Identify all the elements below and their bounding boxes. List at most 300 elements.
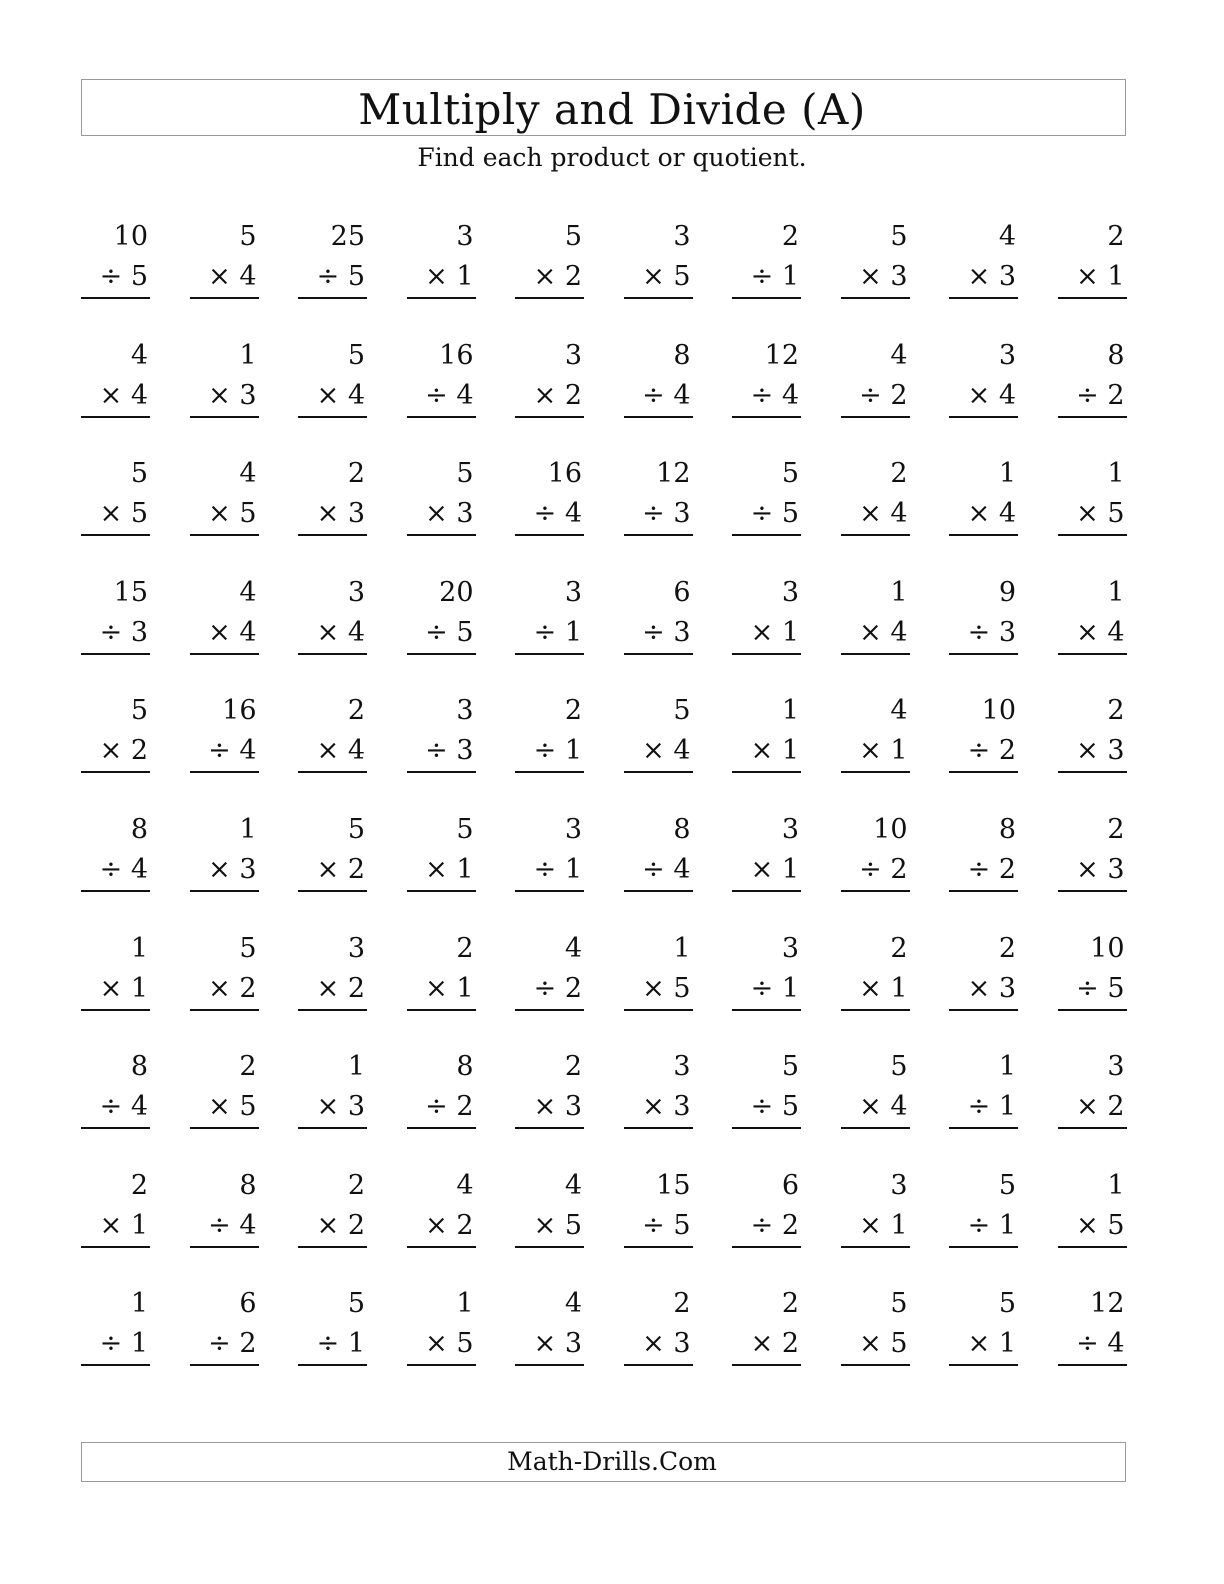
- worksheet-instructions: Find each product or quotient.: [417, 143, 807, 172]
- problem-top-number: 1: [1107, 458, 1125, 490]
- answer-line: [298, 1246, 367, 1248]
- problem-operator-number: × 1: [859, 735, 908, 767]
- answer-line: [81, 1364, 150, 1366]
- problem: [732, 217, 801, 302]
- problem: [81, 1047, 150, 1132]
- problem: [624, 1047, 693, 1132]
- problem-operator-number: ÷ 2: [859, 854, 908, 885]
- problem-operator-number: × 4: [99, 379, 148, 411]
- problem-operator-number: ÷ 4: [208, 735, 257, 767]
- problem-top-number: 1: [239, 814, 257, 845]
- answer-line: [949, 416, 1018, 418]
- problem-top-number: 3: [347, 932, 365, 964]
- answer-line: [732, 297, 801, 299]
- problem-operator-number: ÷ 1: [316, 1328, 365, 1360]
- answer-line: [732, 771, 801, 773]
- problem-operator-number: × 4: [642, 735, 691, 767]
- problem-top-number: 5: [673, 695, 691, 727]
- problem-top-number: 2: [564, 1051, 582, 1083]
- answer-line: [1058, 1009, 1127, 1011]
- problem-top-number: 4: [564, 1169, 582, 1201]
- problem: [190, 454, 259, 539]
- answer-line: [81, 1127, 150, 1129]
- problem-operator-number: ÷ 5: [750, 498, 799, 530]
- answer-line: [515, 1127, 584, 1129]
- problem-top-number: 8: [673, 814, 691, 845]
- answer-line: [515, 1364, 584, 1366]
- problem-operator-number: ÷ 2: [967, 735, 1016, 767]
- problem-operator-number: ÷ 2: [967, 854, 1016, 885]
- problem: [190, 1284, 259, 1369]
- answer-line: [407, 890, 476, 892]
- problem-top-number: 8: [673, 339, 691, 371]
- answer-line: [949, 1246, 1018, 1248]
- problem-operator-number: × 2: [533, 261, 582, 292]
- problem-operator-number: × 1: [967, 1328, 1016, 1360]
- problem-top-number: 1: [130, 932, 148, 964]
- answer-line: [841, 416, 910, 418]
- problem: [81, 810, 150, 895]
- problem-top-number: 15: [113, 576, 148, 608]
- answer-line: [841, 1127, 910, 1129]
- answer-line: [949, 1127, 1018, 1129]
- problem-top-number: 2: [1107, 695, 1125, 727]
- problem-operator-number: ÷ 2: [533, 972, 582, 1004]
- problem-operator-number: × 4: [967, 379, 1016, 411]
- answer-line: [81, 653, 150, 655]
- problem-top-number: 1: [781, 695, 799, 727]
- answer-line: [1058, 890, 1127, 892]
- answer-line: [515, 1246, 584, 1248]
- problem-operator-number: × 5: [99, 498, 148, 530]
- problem-operator-number: × 1: [425, 972, 474, 1004]
- problem-top-number: 5: [564, 221, 582, 252]
- problem-top-number: 10: [981, 695, 1016, 727]
- answer-line: [732, 1364, 801, 1366]
- problem-top-number: 3: [456, 221, 474, 252]
- problem-operator-number: × 2: [1076, 1091, 1125, 1123]
- problem: [732, 1166, 801, 1251]
- problem: [515, 691, 584, 776]
- problem: [407, 691, 476, 776]
- problem-operator-number: ÷ 3: [642, 616, 691, 648]
- answer-line: [298, 771, 367, 773]
- problem: [407, 573, 476, 658]
- problem-top-number: 2: [456, 932, 474, 964]
- problem: [624, 454, 693, 539]
- problem-top-number: 8: [456, 1051, 474, 1083]
- problem-top-number: 3: [456, 695, 474, 727]
- problem: [190, 1047, 259, 1132]
- problem-top-number: 6: [673, 576, 691, 608]
- problem-top-number: 1: [347, 1051, 365, 1083]
- problem-top-number: 5: [998, 1169, 1016, 1201]
- problem: [1058, 217, 1127, 302]
- problem: [81, 929, 150, 1014]
- problem-operator-number: × 2: [316, 854, 365, 885]
- problem: [1058, 454, 1127, 539]
- problem-top-number: 4: [564, 932, 582, 964]
- problem-top-number: 5: [347, 1288, 365, 1320]
- answer-line: [190, 653, 259, 655]
- problem-operator-number: × 3: [642, 1091, 691, 1123]
- problem-top-number: 3: [564, 814, 582, 845]
- problem-operator-number: ÷ 2: [859, 379, 908, 411]
- answer-line: [298, 653, 367, 655]
- problem-operator-number: ÷ 1: [533, 735, 582, 767]
- problem: [81, 454, 150, 539]
- problem-top-number: 12: [1090, 1288, 1125, 1320]
- problem-operator-number: × 4: [1076, 616, 1125, 648]
- problem-operator-number: ÷ 1: [533, 616, 582, 648]
- problem-operator-number: × 3: [1076, 854, 1125, 885]
- answer-line: [407, 416, 476, 418]
- problem-operator-number: × 2: [208, 972, 257, 1004]
- problem: [624, 691, 693, 776]
- problem: [1058, 929, 1127, 1014]
- problem: [841, 929, 910, 1014]
- problem-operator-number: ÷ 1: [750, 972, 799, 1004]
- answer-line: [298, 890, 367, 892]
- problem-operator-number: ÷ 1: [967, 1209, 1016, 1241]
- problem: [841, 1284, 910, 1369]
- problem: [949, 336, 1018, 421]
- problem: [515, 573, 584, 658]
- answer-line: [515, 297, 584, 299]
- problem-operator-number: ÷ 2: [425, 1091, 474, 1123]
- problem-top-number: 12: [764, 339, 799, 371]
- problem: [81, 573, 150, 658]
- problem-top-number: 3: [347, 576, 365, 608]
- answer-line: [949, 534, 1018, 536]
- answer-line: [1058, 1364, 1127, 1366]
- problem-operator-number: × 5: [425, 1328, 474, 1360]
- problem-top-number: 10: [113, 221, 148, 252]
- problem-operator-number: ÷ 4: [425, 379, 474, 411]
- problem-top-number: 3: [781, 576, 799, 608]
- problem: [949, 810, 1018, 895]
- problem: [1058, 691, 1127, 776]
- problem-top-number: 1: [1107, 576, 1125, 608]
- problem-operator-number: ÷ 5: [1076, 972, 1125, 1004]
- answer-line: [190, 534, 259, 536]
- problem: [949, 1047, 1018, 1132]
- problem-operator-number: ÷ 1: [967, 1091, 1016, 1123]
- problem: [1058, 1284, 1127, 1369]
- problem-top-number: 3: [781, 814, 799, 845]
- problem-operator-number: ÷ 4: [1076, 1328, 1125, 1360]
- problem: [949, 217, 1018, 302]
- problem-operator-number: × 2: [425, 1209, 474, 1241]
- answer-line: [407, 771, 476, 773]
- problem: [841, 1166, 910, 1251]
- problem-top-number: 3: [781, 932, 799, 964]
- answer-line: [407, 297, 476, 299]
- problem-top-number: 5: [130, 695, 148, 727]
- problem: [407, 1166, 476, 1251]
- problem: [190, 691, 259, 776]
- problem-operator-number: ÷ 2: [208, 1328, 257, 1360]
- problem-top-number: 1: [998, 1051, 1016, 1083]
- problem-operator-number: ÷ 1: [750, 261, 799, 292]
- problem: [407, 454, 476, 539]
- problem-operator-number: × 1: [99, 1209, 148, 1241]
- problem-top-number: 1: [130, 1288, 148, 1320]
- answer-line: [298, 297, 367, 299]
- problem: [407, 336, 476, 421]
- problem: [949, 454, 1018, 539]
- answer-line: [949, 890, 1018, 892]
- problem: [407, 1047, 476, 1132]
- problem-operator-number: ÷ 2: [750, 1209, 799, 1241]
- answer-line: [949, 771, 1018, 773]
- answer-line: [841, 653, 910, 655]
- problem: [732, 929, 801, 1014]
- problem-operator-number: × 1: [750, 854, 799, 885]
- problem-top-number: 8: [239, 1169, 257, 1201]
- problem: [515, 1284, 584, 1369]
- answer-line: [841, 1246, 910, 1248]
- problem-operator-number: × 5: [208, 1091, 257, 1123]
- problem-top-number: 10: [873, 814, 908, 845]
- problem-operator-number: × 3: [533, 1328, 582, 1360]
- answer-line: [81, 1009, 150, 1011]
- answer-line: [841, 1364, 910, 1366]
- problem: [81, 336, 150, 421]
- problem: [298, 1166, 367, 1251]
- worksheet-title: Multiply and Divide (A): [358, 85, 866, 134]
- problem: [841, 573, 910, 658]
- problem-operator-number: × 4: [859, 498, 908, 530]
- problem-top-number: 4: [890, 339, 908, 371]
- problem-top-number: 5: [347, 814, 365, 845]
- answer-line: [624, 297, 693, 299]
- answer-line: [515, 1009, 584, 1011]
- problem: [515, 454, 584, 539]
- problem-top-number: 4: [890, 695, 908, 727]
- answer-line: [841, 890, 910, 892]
- problem-operator-number: ÷ 4: [208, 1209, 257, 1241]
- problem-top-number: 5: [456, 458, 474, 490]
- problem-operator-number: × 4: [316, 379, 365, 411]
- problem: [841, 691, 910, 776]
- problem: [732, 336, 801, 421]
- problem-top-number: 15: [656, 1169, 691, 1201]
- problem-operator-number: × 3: [208, 854, 257, 885]
- problem-top-number: 3: [890, 1169, 908, 1201]
- problem-operator-number: × 4: [316, 735, 365, 767]
- problem: [190, 929, 259, 1014]
- problem: [407, 929, 476, 1014]
- problem-top-number: 4: [456, 1169, 474, 1201]
- problem-operator-number: × 3: [208, 379, 257, 411]
- answer-line: [407, 1364, 476, 1366]
- problem-top-number: 16: [439, 339, 474, 371]
- problem-operator-number: × 3: [859, 261, 908, 292]
- answer-line: [732, 1009, 801, 1011]
- answer-line: [624, 1127, 693, 1129]
- problem-top-number: 5: [347, 339, 365, 371]
- answer-line: [81, 416, 150, 418]
- problem-top-number: 1: [239, 339, 257, 371]
- problem-top-number: 20: [439, 576, 474, 608]
- answer-line: [190, 1127, 259, 1129]
- answer-line: [949, 297, 1018, 299]
- answer-line: [1058, 771, 1127, 773]
- problem: [81, 217, 150, 302]
- problem-top-number: 4: [564, 1288, 582, 1320]
- problem-top-number: 2: [998, 932, 1016, 964]
- answer-line: [1058, 534, 1127, 536]
- problem-operator-number: ÷ 1: [99, 1328, 148, 1360]
- problem-operator-number: × 3: [425, 498, 474, 530]
- problem-operator-number: ÷ 4: [99, 854, 148, 885]
- problem-top-number: 1: [1107, 1169, 1125, 1201]
- answer-line: [515, 534, 584, 536]
- problem: [841, 336, 910, 421]
- problem: [298, 336, 367, 421]
- problem: [732, 573, 801, 658]
- answer-line: [1058, 1246, 1127, 1248]
- problem-top-number: 2: [130, 1169, 148, 1201]
- problem-operator-number: × 5: [642, 261, 691, 292]
- answer-line: [190, 1246, 259, 1248]
- answer-line: [624, 534, 693, 536]
- answer-line: [515, 416, 584, 418]
- problem-operator-number: ÷ 4: [750, 379, 799, 411]
- problem: [190, 573, 259, 658]
- problem: [624, 810, 693, 895]
- problem-operator-number: × 2: [316, 972, 365, 1004]
- problem-top-number: 5: [239, 221, 257, 252]
- answer-line: [1058, 416, 1127, 418]
- problem-top-number: 2: [347, 1169, 365, 1201]
- answer-line: [407, 1009, 476, 1011]
- answer-line: [515, 890, 584, 892]
- answer-line: [298, 416, 367, 418]
- problem-top-number: 12: [656, 458, 691, 490]
- problem-operator-number: ÷ 1: [533, 854, 582, 885]
- problem-top-number: 3: [1107, 1051, 1125, 1083]
- problem-operator-number: ÷ 4: [642, 854, 691, 885]
- problem-operator-number: ÷ 5: [99, 261, 148, 292]
- problem: [841, 1047, 910, 1132]
- problem: [624, 573, 693, 658]
- problem-top-number: 1: [456, 1288, 474, 1320]
- problem-top-number: 3: [998, 339, 1016, 371]
- problem-operator-number: × 4: [859, 616, 908, 648]
- problem-operator-number: × 4: [859, 1091, 908, 1123]
- problem-operator-number: ÷ 3: [967, 616, 1016, 648]
- problem-top-number: 5: [781, 458, 799, 490]
- problem-top-number: 1: [998, 458, 1016, 490]
- problem: [841, 217, 910, 302]
- problem: [81, 691, 150, 776]
- problem: [515, 1166, 584, 1251]
- answer-line: [732, 1246, 801, 1248]
- problem: [1058, 810, 1127, 895]
- problem: [1058, 573, 1127, 658]
- answer-line: [624, 1246, 693, 1248]
- problem-top-number: 4: [239, 458, 257, 490]
- problem-top-number: 16: [222, 695, 257, 727]
- problem-top-number: 2: [239, 1051, 257, 1083]
- answer-line: [515, 653, 584, 655]
- problem: [407, 810, 476, 895]
- answer-line: [841, 297, 910, 299]
- problem-operator-number: ÷ 4: [642, 379, 691, 411]
- problem-operator-number: × 3: [967, 261, 1016, 292]
- problem-top-number: 5: [998, 1288, 1016, 1320]
- problem: [732, 454, 801, 539]
- problem-top-number: 3: [564, 339, 582, 371]
- problem: [407, 1284, 476, 1369]
- answer-line: [732, 653, 801, 655]
- answer-line: [190, 1364, 259, 1366]
- problem-top-number: 2: [564, 695, 582, 727]
- problem: [949, 691, 1018, 776]
- problem: [515, 810, 584, 895]
- answer-line: [624, 1009, 693, 1011]
- problem: [81, 1166, 150, 1251]
- answer-line: [1058, 297, 1127, 299]
- answer-line: [515, 771, 584, 773]
- problem-operator-number: × 4: [208, 261, 257, 292]
- problem-operator-number: × 4: [208, 616, 257, 648]
- answer-line: [732, 534, 801, 536]
- problem-top-number: 25: [330, 221, 365, 252]
- problem-top-number: 10: [1090, 932, 1125, 964]
- problem-top-number: 3: [564, 576, 582, 608]
- answer-line: [624, 653, 693, 655]
- answer-line: [1058, 1127, 1127, 1129]
- problem-operator-number: ÷ 3: [425, 735, 474, 767]
- answer-line: [298, 1364, 367, 1366]
- problem-operator-number: × 2: [533, 379, 582, 411]
- answer-line: [949, 653, 1018, 655]
- problem-top-number: 2: [890, 932, 908, 964]
- problem: [732, 1284, 801, 1369]
- problem-operator-number: ÷ 5: [642, 1209, 691, 1241]
- problem-operator-number: × 3: [642, 1328, 691, 1360]
- problem: [515, 1047, 584, 1132]
- answer-line: [81, 534, 150, 536]
- answer-line: [190, 1009, 259, 1011]
- footer-site: Math-Drills.Com: [507, 1447, 717, 1476]
- problem-top-number: 2: [781, 221, 799, 252]
- problem-top-number: 2: [347, 458, 365, 490]
- problem: [190, 810, 259, 895]
- problem-operator-number: × 5: [642, 972, 691, 1004]
- problem-top-number: 5: [239, 932, 257, 964]
- problem-operator-number: × 4: [967, 498, 1016, 530]
- problem: [298, 573, 367, 658]
- problem: [298, 454, 367, 539]
- answer-line: [190, 416, 259, 418]
- problem-top-number: 5: [456, 814, 474, 845]
- problem-operator-number: × 2: [316, 1209, 365, 1241]
- problem-top-number: 4: [239, 576, 257, 608]
- problem: [515, 217, 584, 302]
- problem-operator-number: × 1: [425, 261, 474, 292]
- problem: [624, 1166, 693, 1251]
- problem-operator-number: × 5: [859, 1328, 908, 1360]
- problem: [949, 929, 1018, 1014]
- problem-operator-number: ÷ 5: [750, 1091, 799, 1123]
- problem-top-number: 5: [781, 1051, 799, 1083]
- problem-top-number: 6: [239, 1288, 257, 1320]
- problem: [841, 454, 910, 539]
